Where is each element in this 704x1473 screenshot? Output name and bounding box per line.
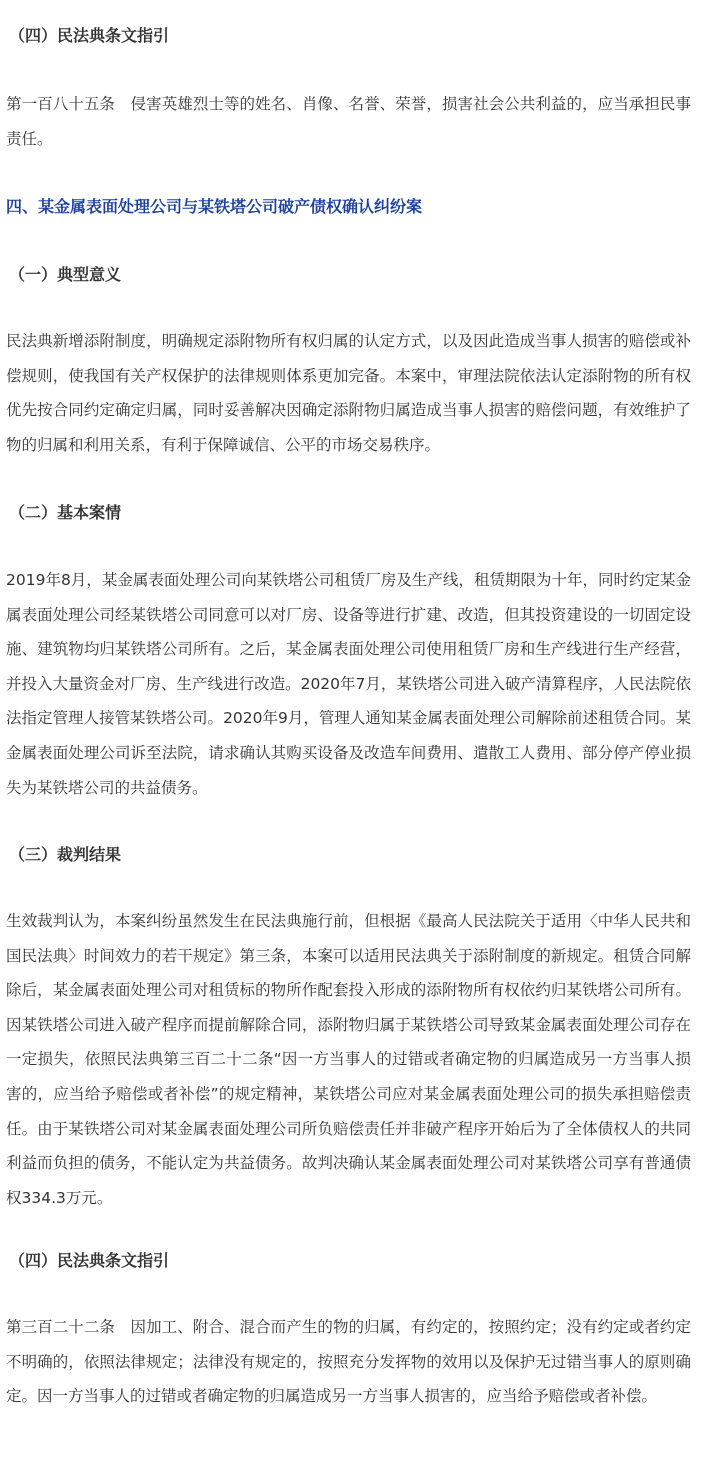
case-title: 四、某金属表面处理公司与某铁塔公司破产债权确认纠纷案 <box>6 197 423 216</box>
section-heading-judgment: （三）裁判结果 <box>9 845 122 864</box>
paragraph-significance: 民法典新增添附制度，明确规定添附物所有权归属的认定方式，以及因此造成当事人损害的赔偿或补偿规则，使我国有关产权保护的法律规则体系更加完备。本案中，审理法院依法认定添附物的所有权优先按合同约定确定归属，同时妥善解决因确定添附物归属造成当事人损害的赔偿问题，有效维护了物的归属和利用关系，有利于保障诚信、公平的市场交易秩序。 <box>6 332 691 454</box>
section-heading-civil-code-guide-2: （四）民法典条文指引 <box>9 1251 170 1270</box>
paragraph-article-185: 第一百八十五条 侵害英雄烈士等的姓名、肖像、名誉、荣誉，损害社会公共利益的，应当承担民事责任。 <box>6 95 691 148</box>
paragraph-judgment: 生效裁判认为，本案纠纷虽然发生在民法典施行前，但根据《最高人民法院关于适用〈中华人民共和国民法典〉时间效力的若干规定》第三条，本案可以适用民法典关于添附制度的新规定。租赁合同解除后，某金属表面处理公司对租赁标的物所作配套投入形成的添附物所有权依约归某铁塔公司所有。因某铁塔公司进入破产程序而提前解除合同，添附物归属于某铁塔公司导致某金属表面处理公司存在一定损失，依照民法典第三百二十二条“因一方当事人的过错或者确定物的归属造成另一方当事人损害的，应当给予赔偿或者补偿”的规定精神，某铁塔公司应对某金属表面处理公司的损失承担赔偿责任。由于某铁塔公司对某金属表面处理公司所负赔偿责任并非破产程序开始后为了全体债权人的共同利益而负担的债务，不能认定为共益债务。故判决确认某金属表面处理公司对某铁塔公司享有普通债权334.3万元。 <box>6 912 691 1207</box>
section-heading-significance: （一）典型意义 <box>9 265 122 284</box>
section-heading-civil-code-guide: （四）民法典条文指引 <box>9 26 170 45</box>
paragraph-article-322: 第三百二十二条 因加工、附合、混合而产生的物的归属，有约定的，按照约定；没有约定或者约定不明确的，依照法律规定；法律没有规定的，按照充分发挥物的效用以及保护无过错当事人的原则确定。因一方当事人的过错或者确定物的归属造成另一方当事人损害的，应当给予赔偿或者补偿。 <box>6 1318 691 1406</box>
section-heading-basic-facts: （二）基本案情 <box>9 503 122 522</box>
paragraph-basic-facts: 2019年8月，某金属表面处理公司向某铁塔公司租赁厂房及生产线，租赁期限为十年，同时约定某金属表面处理公司经某铁塔公司同意可以对厂房、设备等进行扩建、改造，但其投资建设的一切固定设施、建筑物均归某铁塔公司所有。之后，某金属表面处理公司使用租赁厂房和生产线进行生产经营，并投入大量资金对厂房、生产线进行改造。2020年7月，某铁塔公司进入破产清算程序，人民法院依法指定管理人接管某铁塔公司。2020年9月，管理人通知某金属表面处理公司解除前述租赁合同。某金属表面处理公司诉至法院，请求确认其购买设备及改造车间费用、遣散工人费用、部分停产停业损失为某铁塔公司的共益债务。 <box>6 571 691 797</box>
